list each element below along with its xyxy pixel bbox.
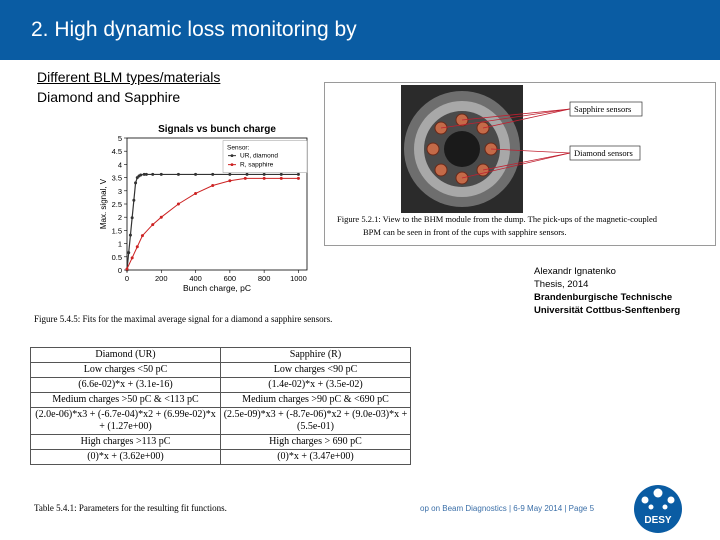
data-point (141, 234, 144, 237)
data-point (263, 177, 266, 180)
data-point (228, 179, 231, 182)
signals-vs-charge-chart (95, 120, 320, 300)
desy-logo (632, 483, 684, 535)
fit-parameters-table (30, 347, 411, 465)
y-tick-label: 3 (117, 186, 122, 196)
x-tick-label: 1000 (290, 274, 307, 283)
data-point (160, 173, 163, 176)
data-point (280, 177, 283, 180)
table-cell: Low charges <50 pC (31, 363, 221, 378)
table-cell: (6.6e-02)*x + (3.1e-16) (31, 378, 221, 393)
x-tick-label: 200 (155, 274, 168, 283)
diamond-label: Diamond sensors (574, 148, 633, 158)
data-point (139, 173, 142, 176)
data-point (177, 173, 180, 176)
y-tick-label: 5 (117, 134, 122, 143)
data-point (134, 181, 137, 184)
x-tick-label: 600 (223, 274, 237, 283)
logo-dot (668, 497, 675, 504)
table-row (31, 408, 411, 435)
data-point (129, 234, 132, 237)
y-tick-label: 4 (117, 160, 122, 170)
data-point (136, 245, 139, 248)
subtitle-blm-types: Different BLM types/materials (37, 69, 221, 85)
data-point (280, 173, 283, 176)
table-caption: Table 5.4.1: Parameters for the resulting fit functions. (34, 503, 227, 513)
table-header: Diamond (UR) (31, 348, 221, 363)
data-point (127, 251, 130, 254)
legend-marker (231, 163, 234, 166)
credit-author: Alexandr Ignatenko (534, 266, 616, 277)
data-point (194, 192, 197, 195)
chart-caption: Figure 5.4.5: Fits for the maximal average signal for a diamond a sapphire sensors. (34, 314, 333, 324)
table-row (31, 435, 411, 450)
legend-entry: UR, diamond (240, 152, 278, 160)
table-cell: High charges >113 pC (31, 435, 221, 450)
data-point (297, 173, 300, 176)
y-tick-label: 0.5 (111, 252, 122, 262)
x-tick-label: 400 (189, 274, 202, 283)
table-cell: (1.4e-02)*x + (3.5e-02) (221, 378, 411, 393)
chart-title: Signals vs bunch charge (158, 124, 276, 135)
data-point (228, 173, 231, 176)
subtitle-materials: Diamond and Sapphire (37, 89, 181, 105)
data-point (297, 177, 300, 180)
table-cell: (0)*x + (3.62e+00) (31, 450, 221, 465)
sensor-cup (435, 164, 447, 176)
data-point (244, 177, 247, 180)
table-row (31, 378, 411, 393)
y-tick-label: 4.5 (111, 147, 122, 157)
sapphire-label: Sapphire sensors (574, 104, 632, 114)
table-cell: (2.5e-09)*x3 + (-8.7e-06)*x2 + (9.0e-03)*x + (5.5e-01) (221, 408, 411, 435)
table-cell: High charges > 690 pC (221, 435, 411, 450)
footer-text: op on Beam Diagnostics | 6-9 May 2014 | Page 5 (420, 504, 595, 513)
table-row (31, 363, 411, 378)
legend-entry: R, sapphire (240, 161, 274, 169)
data-point (126, 267, 129, 270)
data-point (263, 173, 266, 176)
table-row (31, 393, 411, 408)
table-cell: (0)*x + (3.47e+00) (221, 450, 411, 465)
data-point (145, 173, 148, 176)
logo-dot (654, 489, 663, 498)
desy-logo-text: DESY (644, 515, 672, 526)
table-cell: Low charges <90 pC (221, 363, 411, 378)
x-axis-label: Bunch charge, pC (182, 283, 252, 293)
data-point (177, 203, 180, 206)
photo-beam-pipe (444, 131, 480, 167)
data-point (211, 184, 214, 187)
data-point (194, 173, 197, 176)
data-point (160, 216, 163, 219)
legend-title: Sensor: (227, 144, 250, 152)
y-tick-label: 1.5 (111, 226, 122, 236)
table-cell: Medium charges >90 pC & <690 pC (221, 393, 411, 408)
logo-dot (642, 497, 649, 504)
table-header: Sapphire (R) (221, 348, 411, 363)
data-point (131, 256, 134, 259)
logo-dot (649, 505, 654, 510)
table-cell: Medium charges >50 pC & <113 pC (31, 393, 221, 408)
data-point (151, 173, 154, 176)
table-cell: (2.0e-06)*x3 + (-6.7e-04)*x2 + (6.99e-02)*x + (1.27e+00) (31, 408, 221, 435)
data-point (151, 223, 154, 226)
author-credit (534, 265, 680, 317)
y-tick-label: 2 (117, 213, 122, 223)
y-tick-label: 1 (117, 239, 122, 249)
slide-title: 2. High dynamic loss monitoring by (31, 18, 357, 41)
x-tick-label: 0 (124, 274, 130, 283)
data-point (211, 173, 214, 176)
legend-marker (231, 154, 234, 157)
photo-caption-line-2: BPM can be seen in front of the cups with sapphire sensors. (363, 227, 567, 237)
photo-caption-line-1: Figure 5.2.1: View to the BHM module from the dump. The pick-ups of the magnetic-coupled (337, 214, 657, 224)
logo-dot (663, 505, 668, 510)
sensor-cup (427, 143, 439, 155)
y-tick-label: 3.5 (111, 173, 122, 183)
data-point (131, 216, 134, 219)
y-tick-label: 0 (117, 266, 122, 275)
y-axis-label: Max. signal, V (99, 178, 108, 230)
credit-university-2: Universität Cottbus-Senftenberg (534, 305, 681, 316)
credit-thesis: Thesis, 2014 (534, 279, 589, 290)
table-header-row (31, 348, 411, 363)
table-row (31, 450, 411, 465)
x-tick-label: 800 (257, 274, 271, 283)
credit-university-1: Brandenburgische Technische (534, 292, 673, 303)
data-point (246, 173, 249, 176)
data-point (132, 199, 135, 202)
y-tick-label: 2.5 (111, 200, 122, 209)
